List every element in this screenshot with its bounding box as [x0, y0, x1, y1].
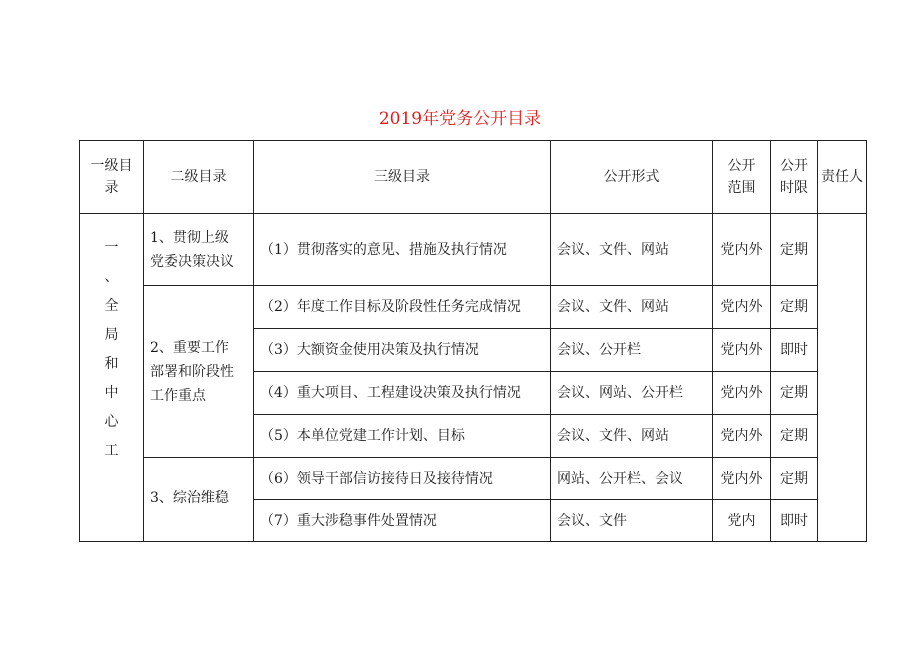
form-cell: 会议、文件、网站	[551, 214, 713, 286]
header-form: 公开形式	[551, 141, 713, 214]
level1-char: 全	[104, 298, 119, 314]
level2-line: 1、贯彻上级	[150, 229, 229, 246]
level1-cell	[80, 214, 144, 542]
item-cell: （1）贯彻落实的意见、措施及执行情况	[254, 214, 551, 286]
header-level1-line1: 一级目	[90, 158, 133, 174]
header-scope	[713, 141, 771, 214]
item-cell: （3）大额资金使用决策及执行情况	[254, 329, 551, 372]
level1-char: 局	[104, 327, 119, 343]
scope-cell: 党内	[713, 500, 771, 542]
level2-cell	[144, 286, 254, 458]
time-cell: 定期	[771, 372, 818, 415]
table-row	[80, 214, 867, 286]
scope-cell: 党内外	[713, 372, 771, 415]
form-cell: 会议、文件、网站	[551, 415, 713, 458]
time-cell: 即时	[771, 500, 818, 542]
form-cell: 网站、公开栏、会议	[551, 458, 713, 500]
level1-char: 一	[104, 240, 119, 256]
item-cell: （2）年度工作目标及阶段性任务完成情况	[254, 286, 551, 329]
level1-char: 中	[104, 385, 119, 401]
table-row	[80, 458, 867, 500]
header-level1-line2: 录	[104, 180, 119, 196]
header-level1	[80, 141, 144, 214]
form-cell: 会议、网站、公开栏	[551, 372, 713, 415]
time-cell: 定期	[771, 286, 818, 329]
form-cell: 会议、公开栏	[551, 329, 713, 372]
time-cell: 定期	[771, 458, 818, 500]
level2-cell	[144, 458, 254, 542]
header-time-line1: 公开	[780, 158, 808, 174]
item-cell: （5）本单位党建工作计划、目标	[254, 415, 551, 458]
scope-cell: 党内外	[713, 458, 771, 500]
time-cell: 定期	[771, 415, 818, 458]
item-cell: （4）重大项目、工程建设决策及执行情况	[254, 372, 551, 415]
header-scope-line2: 范围	[727, 180, 756, 196]
time-cell: 定期	[771, 214, 818, 286]
scope-cell: 党内外	[713, 329, 771, 372]
level2-line: 3、综治维稳	[150, 490, 229, 506]
level2-line: 2、重要工作	[150, 339, 229, 356]
page-title: 2019年党务公开目录	[378, 109, 542, 129]
level1-char: 和	[104, 356, 119, 372]
level2-line: 党委决策决议	[150, 253, 234, 270]
header-time-line2: 时限	[780, 180, 808, 196]
owner-cell	[818, 214, 867, 542]
item-cell: （6）领导干部信访接待日及接待情况	[254, 458, 551, 500]
header-owner: 责任人	[818, 141, 867, 214]
form-cell: 会议、文件	[551, 500, 713, 542]
level2-line: 部署和阶段性	[150, 363, 234, 380]
header-level2: 二级目录	[144, 141, 254, 214]
level1-char: 工	[104, 443, 119, 459]
scope-cell: 党内外	[713, 415, 771, 458]
level1-char: 心	[104, 414, 119, 430]
form-cell: 会议、文件、网站	[551, 286, 713, 329]
catalog-table	[79, 140, 867, 542]
scope-cell: 党内外	[713, 286, 771, 329]
time-cell: 即时	[771, 329, 818, 372]
header-scope-line1: 公开	[727, 158, 756, 174]
table-row	[80, 286, 867, 329]
header-row	[80, 141, 867, 214]
header-level3: 三级目录	[254, 141, 551, 214]
level1-char: 、	[104, 269, 119, 285]
level2-line: 工作重点	[150, 387, 206, 404]
level2-cell	[144, 214, 254, 286]
header-time	[771, 141, 818, 214]
scope-cell: 党内外	[713, 214, 771, 286]
item-cell: （7）重大涉稳事件处置情况	[254, 500, 551, 542]
